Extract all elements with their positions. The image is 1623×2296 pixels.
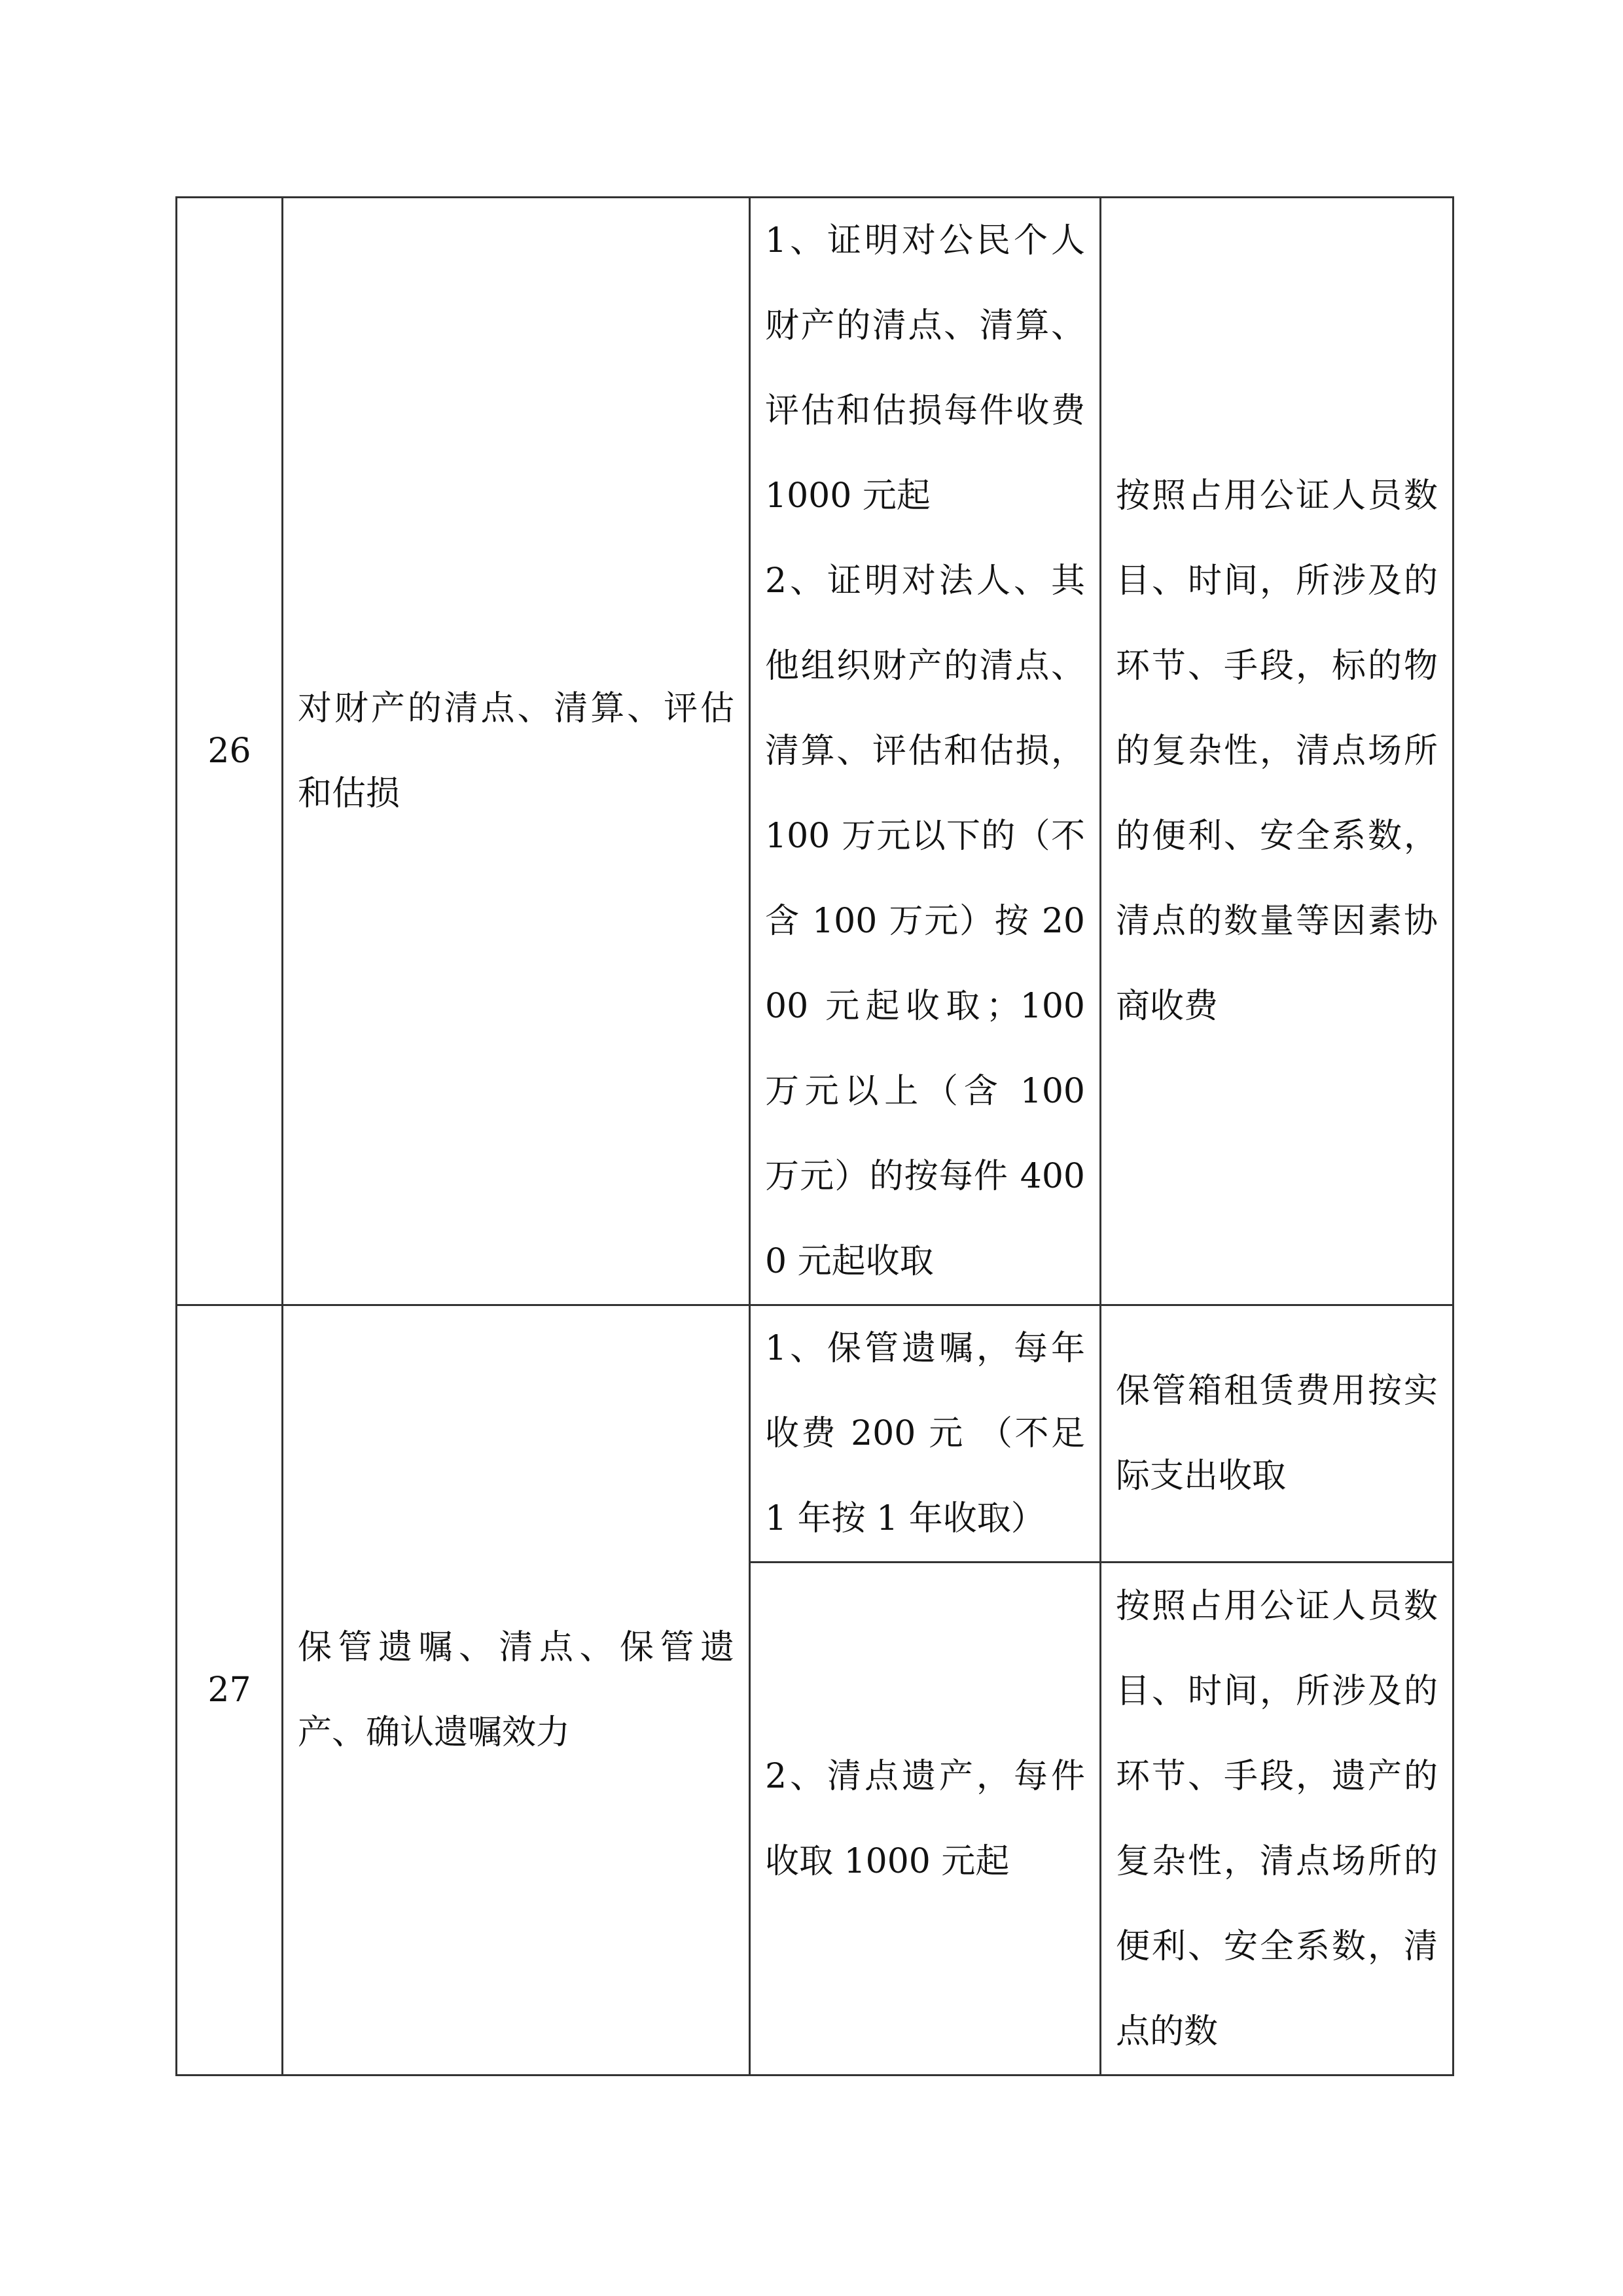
fee-standard-cell: 1、证明对公民个人财产的清点、清算、评估和估损每件收费 1000 元起 2、证明对法人、其他组织财产的清点、清算、评估和估损，100 万元以下的（不含 100 万元）按 2000 元起收取；100 万元以上（含 100 万元）的按每件 4000 元起收取	[750, 198, 1101, 1305]
item-name-cell: 对财产的清点、清算、评估和估损	[283, 198, 750, 1305]
table-row	[177, 1305, 1454, 1563]
fee-table	[175, 196, 1454, 2076]
fee-note-cell: 按照占用公证人员数目、时间，所涉及的环节、手段，标的物的复杂性，清点场所的便利、安全系数，清点的数量等因素协商收费	[1101, 198, 1454, 1305]
fee-standard-cell: 2、清点遗产，每件收取 1000 元起	[750, 1563, 1101, 2075]
row-number-cell: 27	[177, 1305, 283, 2075]
item-name-cell: 保管遗嘱、清点、保管遗产、确认遗嘱效力	[283, 1305, 750, 2075]
fee-standard-cell: 1、保管遗嘱，每年收费 200 元 （不足1 年按 1 年收取）	[750, 1305, 1101, 1563]
table-row	[177, 198, 1454, 1305]
fee-note-cell: 按照占用公证人员数目、时间，所涉及的环节、手段，遗产的复杂性，清点场所的便利、安全系数，清点的数	[1101, 1563, 1454, 2075]
row-number-cell: 26	[177, 198, 283, 1305]
fee-note-cell: 保管箱租赁费用按实际支出收取	[1101, 1305, 1454, 1563]
